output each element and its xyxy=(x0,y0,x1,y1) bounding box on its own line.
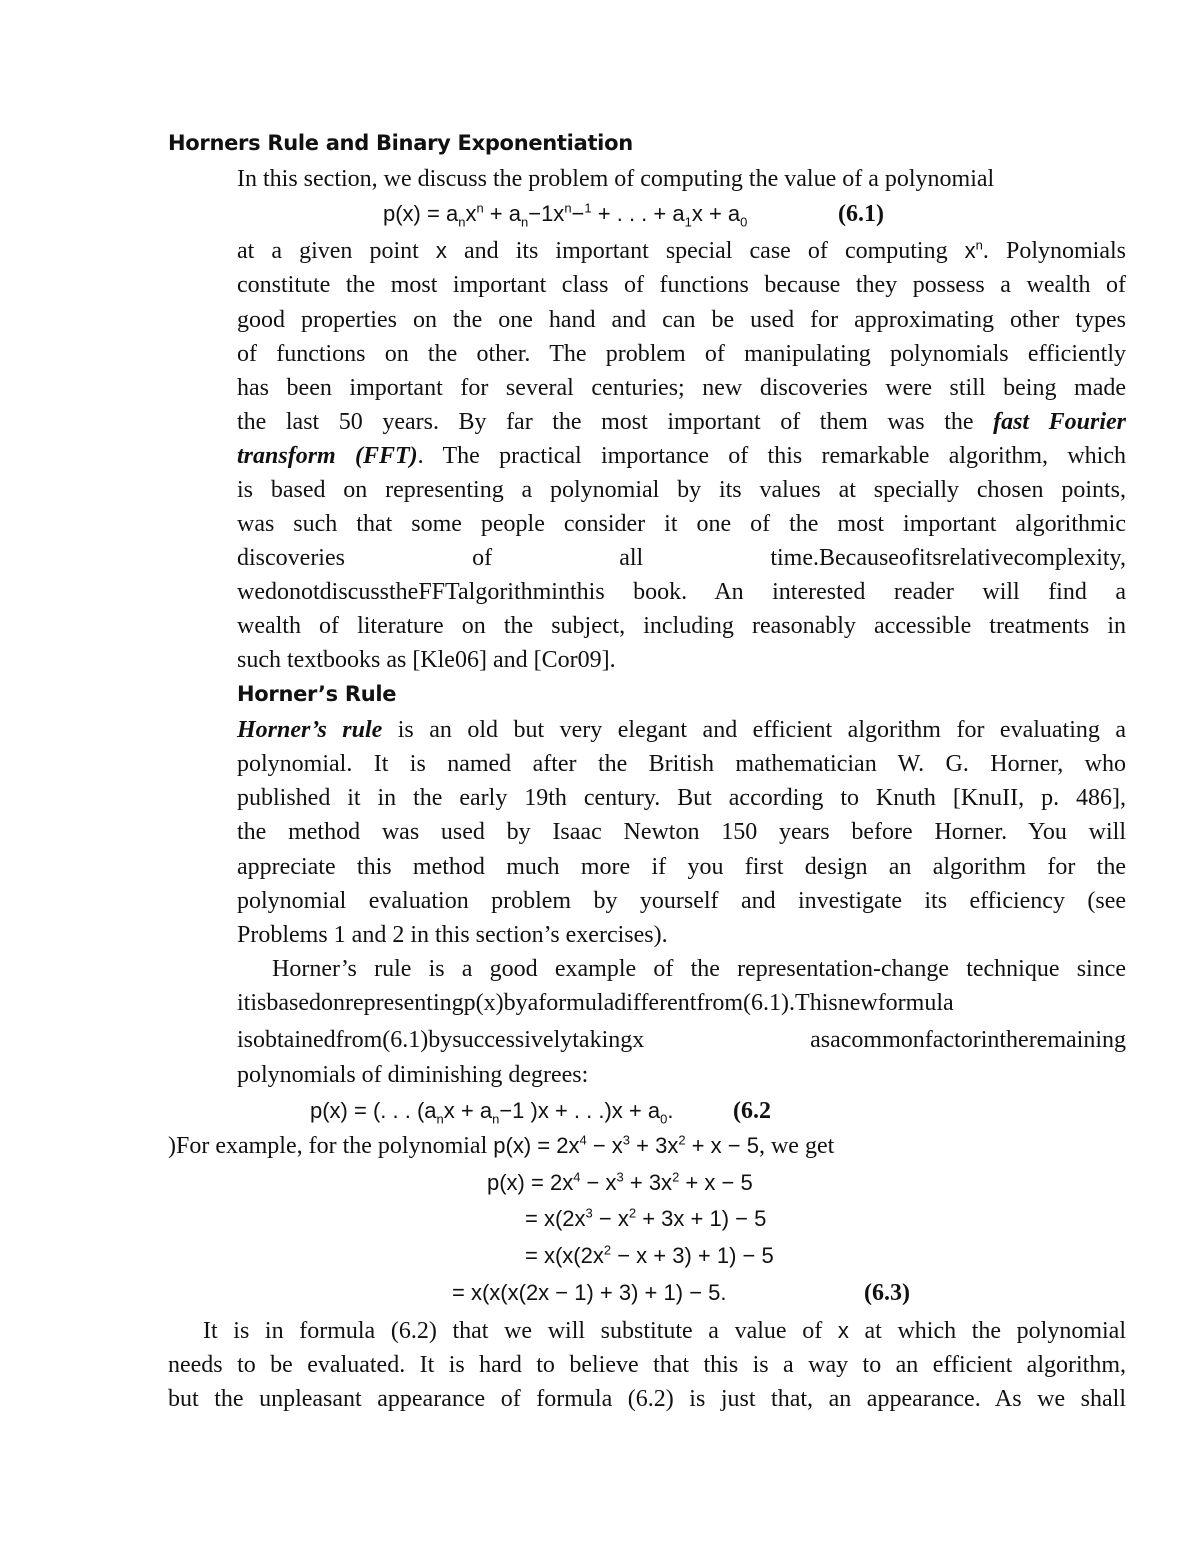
paragraph-line: polynomial. It is named after the British mathematician W. G. Horner, who xyxy=(237,751,1126,777)
paragraph-line: the last 50 years. By far the most important of them was the fast Fourier xyxy=(237,409,1127,435)
paragraph-line: has been important for several centuries; new discoveries were still being made xyxy=(237,375,1126,401)
paragraph-line: the method was used by Isaac Newton 150 years before Horner. You will xyxy=(237,819,1126,845)
paragraph-line: but the unpleasant appearance of formula (6.2) is just that, an appearance. As we shall xyxy=(168,1386,1126,1412)
derivation-step-1: $p(x) = 2x^4 - x^3 + 3x^2 + x - 5$ xyxy=(487,1169,753,1195)
paragraph-line: appreciate this method much more if you first design an algorithm for the xyxy=(237,854,1126,880)
intro-line: In this section, we discuss the problem of computing the value of a polynomial xyxy=(237,166,995,192)
paragraph-line: good properties on the one hand and can be used for approximating other types xyxy=(237,307,1126,333)
fft-term-part1: fast Fourier xyxy=(993,409,1127,435)
paragraph-line: It is in formula (6.2) that we will substitute a value of x at which the polynomial xyxy=(203,1318,1127,1344)
paragraph-line: wealth of literature on the subject, including reasonably accessible treatments in xyxy=(237,613,1126,639)
paragraph-line: published it in the early 19th century. But according to Knuth [KnuII, p. 486], xyxy=(237,785,1126,811)
equation-6-1-number: (6.1) xyxy=(838,201,884,227)
paragraph-line: Horner’s rule is a good example of the representation-change technique since xyxy=(272,956,1126,982)
paragraph-line: discoveries of all time.Becauseofitsrelativecomplexity, xyxy=(237,545,1126,571)
paragraph-line: polynomial evaluation problem by yourself and investigate its efficiency (see xyxy=(237,888,1126,914)
paragraph-line: isobtainedfrom(6.1)bysuccessivelytakingx asacommonfactorintheremaining xyxy=(237,1027,1126,1053)
derivation-step-4: = x(x(x(2x − 1) + 3) + 1) − 5. (6.3) xyxy=(452,1280,910,1306)
equation-6-2-body: p(x) = (. . . ($a_nx + a_n-1$ )x + . . $.)x + a_0$. xyxy=(310,1098,674,1127)
paragraph-line: itisbasedonrepresentingp(x)byaformuladifferentfrom(6.1).Thisnewformula xyxy=(237,990,954,1016)
derivation-step-2: = $x(2x^3 - x^2 + 3x + 1) - 5$ xyxy=(525,1205,767,1231)
paragraph-line: transform (FFT). The practical importance of this remarkable algorithm, which xyxy=(237,443,1126,469)
equation-6-1 xyxy=(383,199,923,229)
paragraph-line: Problems 1 and 2 in this section’s exercises). xyxy=(237,922,668,948)
paragraph-line: such textbooks as [Kle06] and [Cor09]. xyxy=(237,647,616,673)
horners-rule-term: Horner’s rule xyxy=(237,717,383,743)
paragraph-line: constitute the most important class of functions because they possess a wealth of xyxy=(237,272,1126,298)
paragraph-line: is based on representing a polynomial by its values at specially chosen points, xyxy=(237,477,1126,503)
paragraph-line: Horner’s rule is an old but very elegant and efficient algorithm for evaluating a xyxy=(237,717,1127,743)
paragraph-line: of functions on the other. The problem of manipulating polynomials efficiently xyxy=(237,341,1126,367)
derivation-step-3: = $x(x(2x^2 - x + 3) + 1) - 5$ xyxy=(525,1242,774,1268)
equation-6-2 xyxy=(310,1096,790,1126)
equation-6-3-number: (6.3) xyxy=(864,1280,910,1306)
section-title: Horners Rule and Binary Exponentiation xyxy=(168,131,633,155)
paragraph-line: at a given point x and its important special case of computing $x^n$. Polynomials xyxy=(237,237,1126,264)
subsection-title: Horner’s Rule xyxy=(237,682,397,706)
equation-6-1-body: $p(x) = a_nx^n + a_n-1x^n-^1$ + . . . + $a_1x + a_0$ xyxy=(383,200,748,230)
paragraph-line: wedonotdiscusstheFFTalgorithminthis book. An interested reader will find a xyxy=(237,579,1126,605)
paragraph-line: polynomials of diminishing degrees: xyxy=(237,1062,589,1088)
paragraph-line: needs to be evaluated. It is hard to believe that this is a way to an efficient algorithm, xyxy=(168,1352,1126,1378)
equation-6-2-number: (6.2 xyxy=(733,1098,771,1124)
paragraph-line: was such that some people consider it one of the most important algorithmic xyxy=(237,511,1126,537)
paragraph-line: )For example, for the polynomial $p(x) = 2x^4 - x^3 + 3x^2 + x - 5$, we get xyxy=(168,1132,835,1159)
fft-term-part2: transform (FFT) xyxy=(237,443,418,469)
